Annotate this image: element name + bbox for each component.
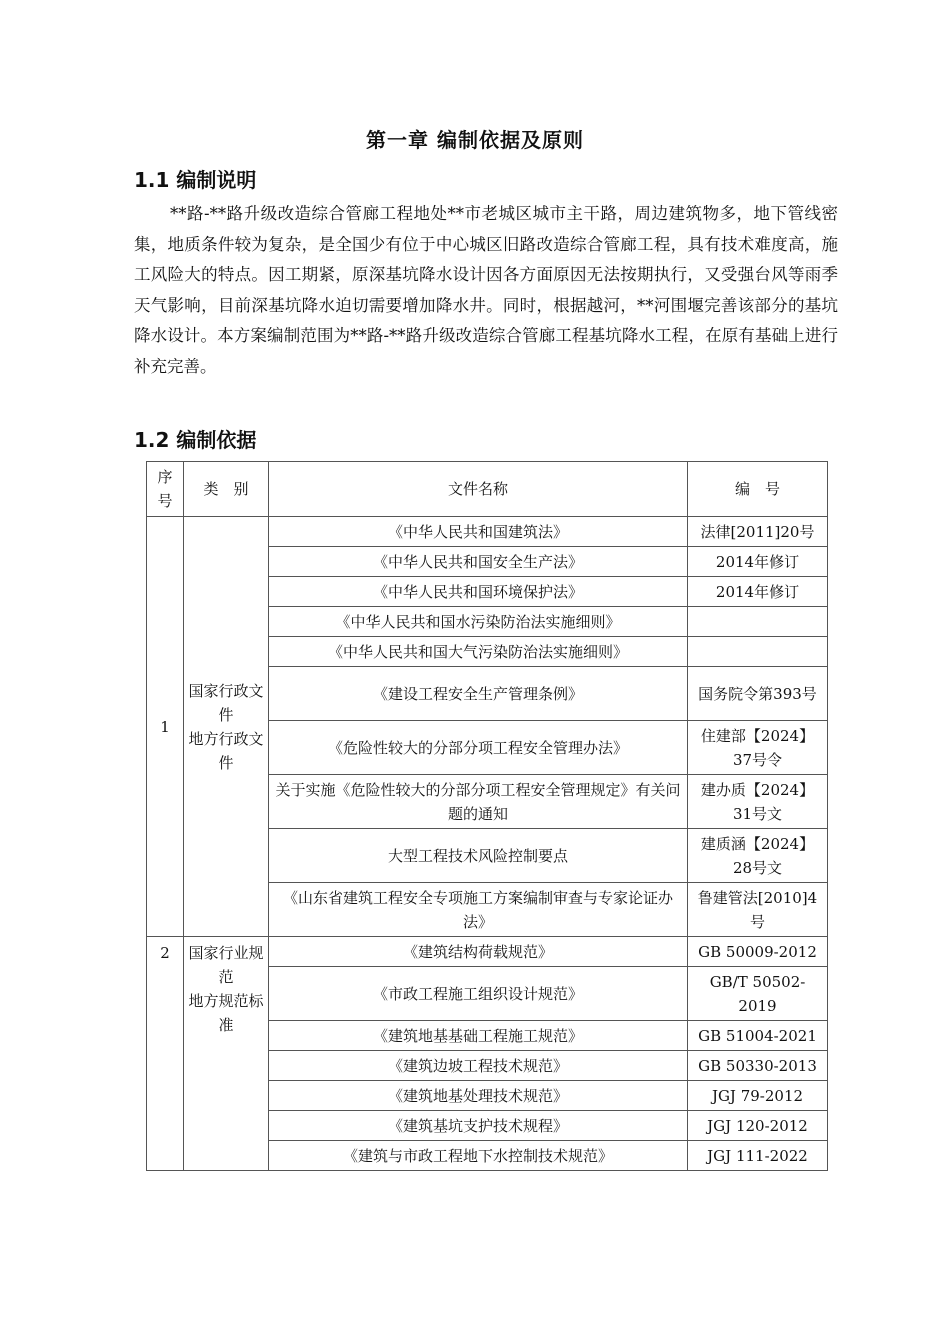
header-seq: 序号 bbox=[147, 462, 184, 517]
doc-name-cell: 《建筑基坑支护技术规程》 bbox=[269, 1111, 688, 1141]
doc-name-cell: 《建筑地基基础工程施工规范》 bbox=[269, 1021, 688, 1051]
doc-code-cell: 住建部【2024】37号令 bbox=[688, 721, 828, 775]
doc-code-cell: 2014年修订 bbox=[688, 577, 828, 607]
doc-name-cell: 《建筑地基处理技术规范》 bbox=[269, 1081, 688, 1111]
section-heading-1-2 bbox=[134, 424, 256, 453]
doc-code-cell: 国务院令第393号 bbox=[688, 667, 828, 721]
doc-code-cell: 鲁建管法[2010]4号 bbox=[688, 883, 828, 937]
seq-cell: 1 bbox=[147, 517, 184, 937]
doc-code-cell: GB 50330-2013 bbox=[688, 1051, 828, 1081]
section-heading-1-1 bbox=[134, 164, 256, 193]
intro-paragraph: **路-**路升级改造综合管廊工程地处**市老城区城市主干路，周边建筑物多，地下管线密集，地质条件较为复杂，是全国少有位于中心城区旧路改造综合管廊工程，具有技术难度高，施工风险大的特点。因工期紧，原深基坑降水设计因各方面原因无法按期执行，又受强台风等雨季天气影响，目前深基坑降水迫切需要增加降水井。同时，根据越河，**河围堰完善该部分的基坑降水设计。本方案编制范围为**路-**路升级改造综合管廊工程基坑降水工程，在原有基础上进行补充完善。 bbox=[134, 204, 838, 376]
doc-name-cell: 《建筑边坡工程技术规范》 bbox=[269, 1051, 688, 1081]
doc-name-cell: 关于实施《危险性较大的分部分项工程安全管理规定》有关问题的通知 bbox=[269, 775, 688, 829]
header-category: 类 别 bbox=[184, 462, 269, 517]
category-cell: 国家行业规范 地方规范标准 bbox=[184, 937, 269, 1171]
doc-code-cell bbox=[688, 607, 828, 637]
section-number: 1.2 bbox=[134, 428, 170, 452]
doc-code-cell: JGJ 111-2022 bbox=[688, 1141, 828, 1171]
category-cell: 国家行政文件 地方行政文件 bbox=[184, 517, 269, 937]
doc-code-cell: GB 50009-2012 bbox=[688, 937, 828, 967]
section-title: 编制说明 bbox=[176, 168, 257, 192]
doc-name-cell: 《中华人民共和国安全生产法》 bbox=[269, 547, 688, 577]
doc-name-cell: 《中华人民共和国建筑法》 bbox=[269, 517, 688, 547]
table-header-row bbox=[147, 462, 828, 517]
doc-code-cell: 2014年修订 bbox=[688, 547, 828, 577]
basis-table bbox=[146, 461, 828, 1171]
doc-code-cell: JGJ 120-2012 bbox=[688, 1111, 828, 1141]
doc-code-cell: GB/T 50502-2019 bbox=[688, 967, 828, 1021]
doc-code-cell: 建质涵【2024】28号文 bbox=[688, 829, 828, 883]
doc-name-cell: 《建筑与市政工程地下水控制技术规范》 bbox=[269, 1141, 688, 1171]
doc-code-cell: 建办质【2024】31号文 bbox=[688, 775, 828, 829]
doc-name-cell: 《市政工程施工组织设计规范》 bbox=[269, 967, 688, 1021]
seq-cell: 2 bbox=[147, 937, 184, 1171]
doc-code-cell bbox=[688, 637, 828, 667]
doc-name-cell: 《中华人民共和国水污染防治法实施细则》 bbox=[269, 607, 688, 637]
doc-name-cell: 《建筑结构荷载规范》 bbox=[269, 937, 688, 967]
doc-code-cell: 法律[2011]20号 bbox=[688, 517, 828, 547]
header-code: 编 号 bbox=[688, 462, 828, 517]
table-body bbox=[147, 517, 828, 1171]
doc-name-cell: 《山东省建筑工程安全专项施工方案编制审查与专家论证办法》 bbox=[269, 883, 688, 937]
doc-name-cell: 《危险性较大的分部分项工程安全管理办法》 bbox=[269, 721, 688, 775]
doc-code-cell: JGJ 79-2012 bbox=[688, 1081, 828, 1111]
table-row bbox=[147, 517, 828, 547]
doc-name-cell: 《中华人民共和国环境保护法》 bbox=[269, 577, 688, 607]
section-title: 编制依据 bbox=[176, 428, 257, 452]
chapter-title: 第一章 编制依据及原则 bbox=[366, 128, 584, 152]
doc-code-cell: GB 51004-2021 bbox=[688, 1021, 828, 1051]
doc-name-cell: 《中华人民共和国大气污染防治法实施细则》 bbox=[269, 637, 688, 667]
header-doc-name: 文件名称 bbox=[269, 462, 688, 517]
doc-name-cell: 大型工程技术风险控制要点 bbox=[269, 829, 688, 883]
table-row bbox=[147, 937, 828, 967]
section-number: 1.1 bbox=[134, 168, 170, 192]
doc-name-cell: 《建设工程安全生产管理条例》 bbox=[269, 667, 688, 721]
